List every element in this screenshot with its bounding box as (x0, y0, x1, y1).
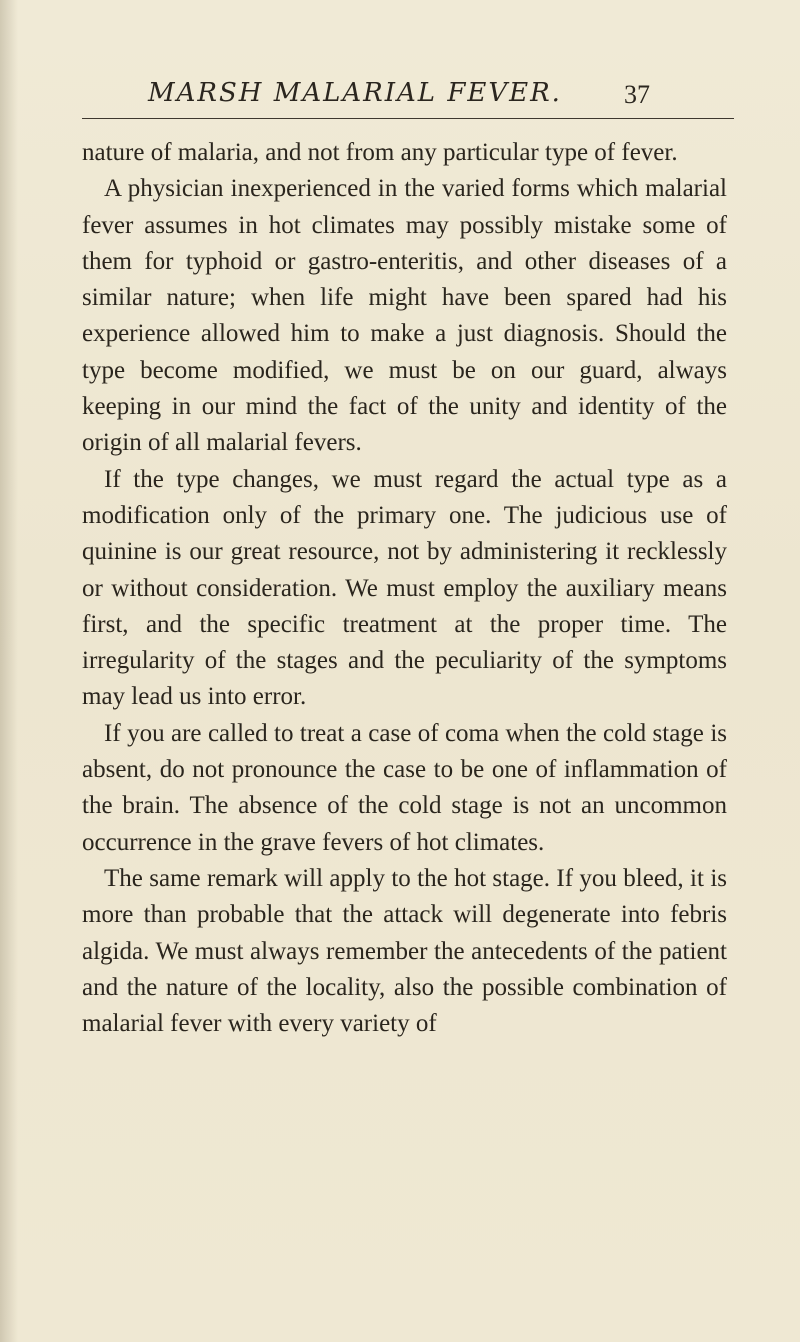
running-title: MARSH MALARIAL FEVER. (148, 78, 562, 108)
paragraph: The same remark will apply to the hot stage. If you bleed, it is more than probable that the attack will degenerate into febris algida. We must always remember the antecedents of the patient and the nature of the locality, also the possible combination of malarial fever with every variety of (82, 864, 727, 1038)
paragraph: A physician inexperienced in the varied forms which malarial fever assumes in hot climates may possibly mistake some of them for typhoid or gastro-enteritis, and other diseases of a similar nature; when life might have been spared had his experience allowed him to make a just diagnosis. Should the type become modified, we must be on our guard, always keeping in our mind the fact of the unity and identity of the origin of all malarial fevers. (82, 175, 727, 457)
paragraph: If you are called to treat a case of coma when the cold stage is absent, do not pronounce the case to be one of inflammation of the brain. The absence of the cold stage is not an uncommon occurrence in the grave fevers of hot climates. (82, 719, 727, 856)
page-gutter-shadow (0, 0, 18, 1342)
page-number: 37 (624, 80, 650, 109)
paragraph: If the type changes, we must regard the actual type as a modification only of the primary one. The judicious use of quinine is our great resource, not by administering it recklessly or without consideration. We must employ the auxiliary means first, and the specific treatment at the proper time. The irregularity of the stages and the peculiarity of the symptoms may lead us into error. (82, 465, 727, 711)
paragraph-continuation: nature of malaria, and not from any particular type of fever. (82, 139, 678, 166)
page-header (0, 60, 800, 109)
body-text (82, 135, 727, 1042)
header-rule (82, 118, 734, 119)
